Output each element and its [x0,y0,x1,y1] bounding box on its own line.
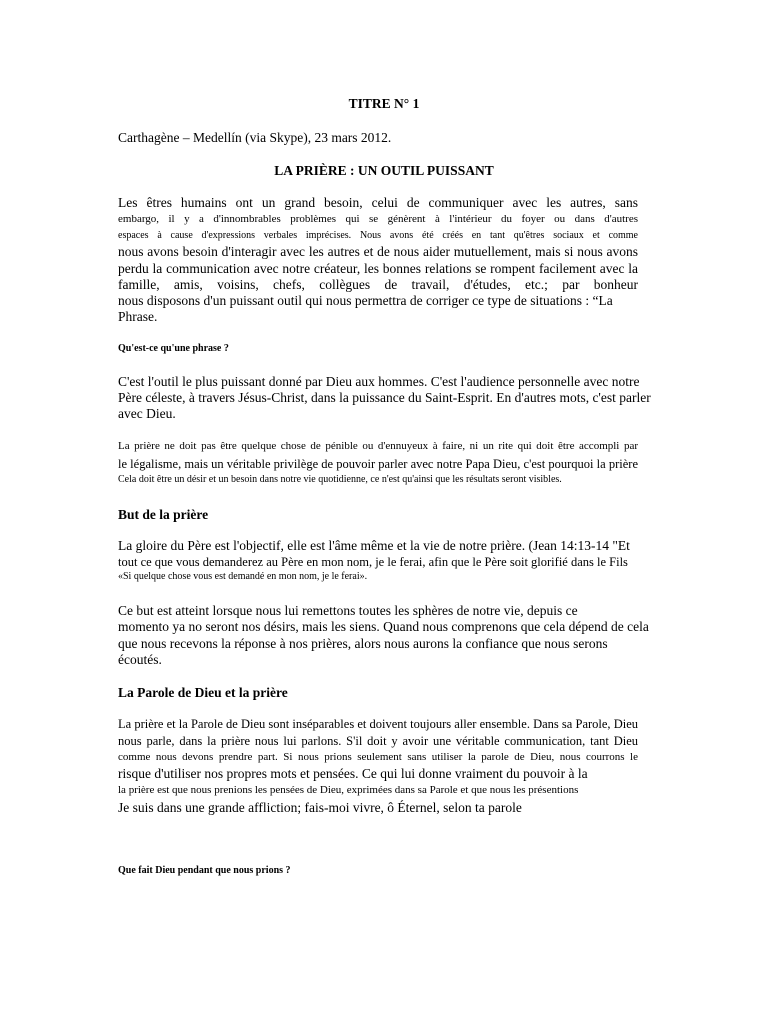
but-line: momento ya no seront nos désirs, mais les siens. Quand nous comprenons que cela dépend de cela [118,619,649,634]
intro-line: Les êtres humains ont un grand besoin, celui de communiquer avec les autres, sans [118,195,638,210]
intro-line: nous avons besoin d'interagir avec les autres et de nous aider mutuellement, mais si nous avons [118,244,638,259]
phrase-line: La prière ne doit pas être quelque chose de pénible ou d'ennuyeux à faire, ni un rite qui doit être accompli par [118,440,638,452]
but-line: que nous recevons la réponse à nos prières, alors nous aurons la confiance que nous serons [118,636,608,651]
document-number: TITRE N° 1 [348,96,420,111]
parole-line: nous parle, dans la prière nous lui parlons. S'il doit y avoir une véritable communication, tant Dieu [118,734,638,748]
but-line: La gloire du Père est l'objectif, elle est l'âme même et la vie de notre prière. (Jean 14:13-14 "Et [118,538,630,553]
phrase-line: Père céleste, à travers Jésus-Christ, dans la puissance du Saint-Esprit. En d'autres mots, c'est parler [118,390,651,405]
parole-line: comme nous devons prendre part. Si nous prions seulement sans utiliser la parole de Dieu, nous courrons le [118,751,638,763]
phrase-line: avec Dieu. [118,406,176,421]
section-heading-phrase: Qu'est-ce qu'une phrase ? [118,343,229,354]
main-title: LA PRIÈRE : UN OUTIL PUISSANT [274,163,494,178]
place-date: Carthagène – Medellín (via Skype), 23 mars 2012. [118,130,392,145]
but-line: écoutés. [118,652,162,667]
parole-line: risque d'utiliser nos propres mots et pensées. Ce qui lui donne vraiment du pouvoir à la [118,766,588,781]
but-line: tout ce que vous demanderez au Père en mon nom, je le ferai, afin que le Père soit glorifié dans le Fils [118,555,628,569]
intro-line: nous disposons d'un puissant outil qui nous permettra de corriger ce type de situations : “La [118,293,613,308]
intro-line: Phrase. [118,309,158,324]
intro-line: perdu la communication avec notre créateur, les bonnes relations se rompent facilement avec la [118,261,638,276]
parole-line: La prière et la Parole de Dieu sont inséparables et doivent toujours aller ensemble. Dans sa Parole, Dieu [118,717,638,731]
phrase-line: C'est l'outil le plus puissant donné par Dieu aux hommes. C'est l'audience personnelle avec notre [118,374,640,389]
intro-line: espaces à cause d'expressions verbales imprécises. Nous avons été créés en tant qu'êtres sociaux et comme [118,230,638,241]
intro-line: famille, amis, voisins, chefs, collègues de travail, d'études, etc.; par bonheur [118,277,638,292]
but-line: «Si quelque chose vous est demandé en mon nom, je le ferai». [118,571,368,582]
section-heading-parole: La Parole de Dieu et la prière [118,685,288,700]
but-line: Ce but est atteint lorsque nous lui remettons toutes les sphères de notre vie, depuis ce [118,603,578,618]
section-heading-que-fait: Que fait Dieu pendant que nous prions ? [118,865,291,876]
phrase-line: le légalisme, mais un véritable privilège de pouvoir parler avec notre Papa Dieu, c'est pourquoi la prière [118,457,638,471]
intro-line: embargo, il y a d'innombrables problèmes qui se génèrent à l'intérieur du foyer ou dans d'autres [118,213,638,225]
section-heading-but: But de la prière [118,507,209,522]
phrase-line: Cela doit être un désir et un besoin dans notre vie quotidienne, ce n'est qu'ainsi que les résultats seront visibles. [118,474,562,485]
parole-line: la prière est que nous prenions les pensées de Dieu, exprimées dans sa Parole et que nous les présentions [118,784,579,796]
parole-line: Je suis dans une grande affliction; fais-moi vivre, ô Éternel, selon ta parole [118,800,522,815]
